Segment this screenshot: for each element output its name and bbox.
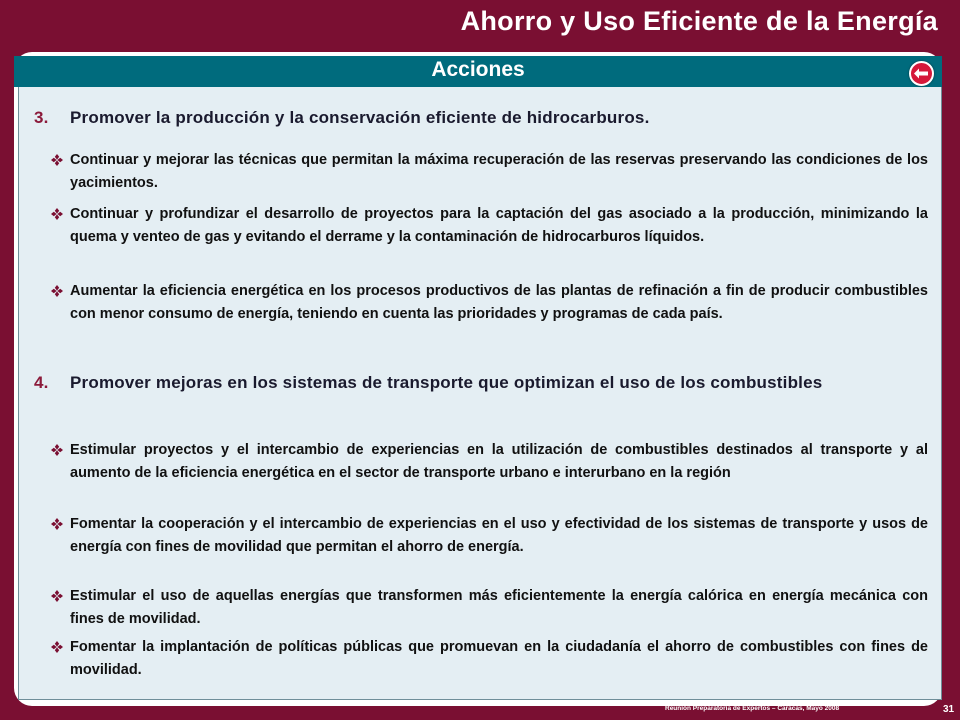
bullet-item [50, 203, 928, 248]
bullet-item [50, 585, 928, 630]
diamond-bullet-icon [50, 640, 64, 654]
section-heading-3 [34, 106, 914, 129]
bullet-item [50, 636, 928, 681]
footer-note: Reunión Preparatoria de Expertos – Caracas, Mayo 2008 [665, 705, 840, 712]
header-title: Acciones [431, 58, 525, 81]
diamond-bullet-icon [50, 207, 64, 221]
section-heading-4 [34, 371, 914, 394]
header-bar [14, 56, 942, 87]
bullet-item [50, 439, 928, 484]
bullet-text: Fomentar la cooperación y el intercambio de experiencias en el uso y efectividad de los sistemas de transporte y usos de energía con fines de movilidad que permitan el ahorro de energía. [70, 516, 928, 555]
bullet-text: Estimular proyectos y el intercambio de experiencias en la utilización de combustibles destinados al transporte y al aumento de la eficiencia energética en el sector de transporte urbano e interurbano en la región [70, 442, 928, 481]
bullet-item [50, 280, 928, 325]
back-arrow-icon [914, 68, 929, 79]
section-heading-text: Promover la producción y la conservación eficiente de hidrocarburos. [70, 108, 650, 127]
bullet-text: Estimular el uso de aquellas energías que transformen más eficientemente la energía calórica en energía mecánica con fines de movilidad. [70, 588, 928, 627]
diamond-bullet-icon [50, 443, 64, 457]
section-heading-text: Promover mejoras en los sistemas de transporte que optimizan el uso de los combustibles [70, 373, 823, 392]
page-number: 31 [943, 704, 955, 715]
bullet-text: Continuar y mejorar las técnicas que permitan la máxima recuperación de las reservas preservando las condiciones de los yacimientos. [70, 152, 928, 191]
section-number: 3. [34, 108, 49, 127]
back-button[interactable] [909, 61, 934, 86]
diamond-bullet-icon [50, 589, 64, 603]
diamond-bullet-icon [50, 284, 64, 298]
diamond-bullet-icon [50, 153, 64, 167]
bullet-text: Fomentar la implantación de políticas públicas que promuevan en la ciudadanía el ahorro de combustibles con fines de movilidad. [70, 639, 928, 678]
bullet-text: Continuar y profundizar el desarrollo de proyectos para la captación del gas asociado a la producción, minimizando la quema y venteo de gas y evitando el derrame y la contaminación de hidrocarburos líquidos. [70, 206, 928, 245]
section-number: 4. [34, 373, 49, 392]
slide-title: Ahorro y Uso Eficiente de la Energía [460, 6, 938, 36]
bullet-text: Aumentar la eficiencia energética en los procesos productivos de las plantas de refinación a fin de producir combustibles con menor consumo de energía, teniendo en cuenta las prioridades y programas de cada país. [70, 283, 928, 322]
bullet-item [50, 513, 928, 558]
bullet-item [50, 149, 928, 194]
diamond-bullet-icon [50, 517, 64, 531]
